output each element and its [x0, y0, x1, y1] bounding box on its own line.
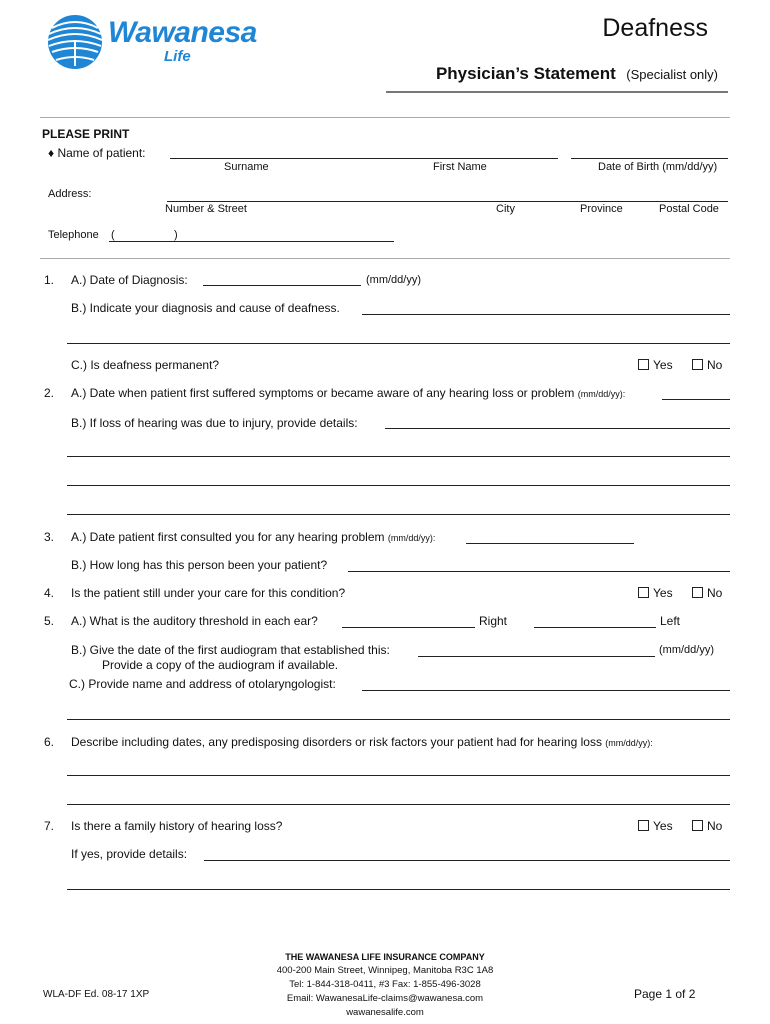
q1a-format: (mm/dd/yy)	[366, 274, 421, 286]
section-top-rule	[40, 117, 730, 118]
please-print: PLEASE PRINT	[42, 127, 130, 141]
q2a-date-field[interactable]	[662, 399, 730, 400]
q3a-date-field[interactable]	[466, 543, 634, 544]
q2b-label: B.) If loss of hearing was due to injury, provide details:	[71, 416, 358, 430]
telephone-field[interactable]	[109, 241, 394, 242]
q6-number: 6.	[44, 735, 55, 749]
q5a-left-field[interactable]	[534, 627, 656, 628]
q7-yes-option[interactable]: Yes	[638, 819, 673, 833]
header-rule	[386, 91, 728, 93]
address-field[interactable]	[167, 201, 728, 202]
footer-email: Email: WawanesaLife-claims@wawanesa.com	[286, 993, 484, 1004]
q7-number: 7.	[44, 819, 55, 833]
q5c-field[interactable]	[362, 690, 730, 691]
page-number: Page 1 of 2	[634, 987, 696, 1001]
first-name-caption: First Name	[433, 161, 487, 173]
q6-label	[71, 735, 653, 749]
footer-tel: Tel: 1-844-318-0411, #3 Fax: 1-855-496-3028	[289, 979, 481, 990]
form-code: WLA-DF Ed. 08-17 1XP	[43, 989, 150, 1000]
q5c-label: C.) Provide name and address of otolaryngologist:	[69, 677, 336, 691]
q6-field-2[interactable]	[67, 804, 730, 805]
q7-details-label: If yes, provide details:	[71, 847, 188, 861]
q6-format: (mm/dd/yy):	[605, 738, 653, 748]
q2a-text: A.) Date when patient first suffered symptoms or became aware of any hearing loss or problem	[71, 386, 575, 400]
logo-wordmark: Wawanesa	[108, 16, 257, 49]
q5b-label: B.) Give the date of the first audiogram that established this:	[71, 643, 390, 657]
q5b-note: Provide a copy of the audiogram if available.	[102, 658, 339, 672]
q7-details-field[interactable]	[204, 860, 730, 861]
dob-field[interactable]	[571, 158, 728, 159]
q2a-label	[71, 386, 625, 400]
q5a-right-field[interactable]	[342, 627, 475, 628]
q5a-left-label: Left	[660, 614, 681, 628]
q1c-no-checkbox[interactable]	[692, 359, 703, 370]
q5c-field-2[interactable]	[67, 719, 730, 720]
q6-field[interactable]	[67, 775, 730, 776]
q7-label: Is there a family history of hearing loss?	[71, 819, 283, 833]
province-caption: Province	[580, 203, 623, 215]
q7-no-option[interactable]: No	[692, 819, 722, 833]
subtitle-main: Physician’s Statement	[435, 64, 616, 83]
q1c-no-option[interactable]: No	[692, 358, 722, 372]
q1-number: 1.	[44, 273, 55, 287]
wawanesa-logo	[44, 14, 264, 72]
q5b-date-field[interactable]	[418, 656, 655, 657]
city-caption: City	[496, 203, 515, 215]
q4-no-option[interactable]: No	[692, 586, 722, 600]
q4-no-checkbox[interactable]	[692, 587, 703, 598]
subtitle-note: (Specialist only)	[626, 67, 718, 82]
q1a-label: A.) Date of Diagnosis:	[71, 273, 188, 287]
q5b-format: (mm/dd/yy)	[659, 644, 714, 656]
q2b-field-3[interactable]	[67, 485, 730, 486]
q5a-label: A.) What is the auditory threshold in each ear?	[71, 614, 318, 628]
footer-web: wawanesalife.com	[346, 1007, 424, 1018]
form-subtitle	[436, 64, 718, 84]
dob-caption: Date of Birth (mm/dd/yy)	[598, 161, 718, 173]
q3a-text: A.) Date patient first consulted you for any hearing problem	[71, 530, 385, 544]
q5a-right-label: Right	[479, 614, 508, 628]
q2b-field-2[interactable]	[67, 456, 730, 457]
telephone-label: Telephone	[48, 229, 99, 241]
q6-text: Describe including dates, any predisposing disorders or risk factors your patient had for hearing loss	[71, 735, 602, 749]
q1c-yes-option[interactable]: Yes	[638, 358, 673, 372]
q7-yes-checkbox[interactable]	[638, 820, 649, 831]
postal-caption: Postal Code	[659, 203, 719, 215]
q4-yes-option[interactable]: Yes	[638, 586, 673, 600]
q4-number: 4.	[44, 586, 55, 600]
section-patient-rule	[40, 258, 730, 259]
q3-number: 3.	[44, 530, 55, 544]
footer-company: THE WAWANESA LIFE INSURANCE COMPANY	[285, 952, 485, 962]
q1b-field-2[interactable]	[67, 343, 730, 344]
address-label: Address:	[48, 188, 92, 200]
q3a-label	[71, 530, 435, 544]
q1c-yes-checkbox[interactable]	[638, 359, 649, 370]
q3b-label: B.) How long has this person been your patient?	[71, 558, 328, 572]
footer-address: 400-200 Main Street, Winnipeg, Manitoba R3C 1A8	[276, 965, 494, 976]
tel-open-paren: (	[111, 229, 115, 241]
q2-number: 2.	[44, 386, 55, 400]
street-caption: Number & Street	[165, 203, 247, 215]
footer-company-block	[235, 950, 535, 1020]
q2b-field-4[interactable]	[67, 514, 730, 515]
q2b-field[interactable]	[385, 428, 730, 429]
tree-logo-icon	[44, 14, 106, 70]
q1b-label: B.) Indicate your diagnosis and cause of deafness.	[71, 301, 340, 315]
q1a-date-field[interactable]	[203, 285, 361, 286]
tel-close-paren: )	[174, 229, 178, 241]
patient-name-field[interactable]	[170, 158, 558, 159]
q1c-label: C.) Is deafness permanent?	[71, 358, 220, 372]
q3a-format: (mm/dd/yy):	[387, 533, 436, 543]
q5-number: 5.	[44, 614, 55, 628]
logo-sub-wordmark: Life	[164, 48, 191, 65]
q7-details-field-2[interactable]	[67, 889, 730, 890]
form-title: Deafness	[602, 14, 708, 42]
q4-label: Is the patient still under your care for this condition?	[71, 586, 346, 600]
q2a-format: (mm/dd/yy):	[577, 389, 626, 399]
q3b-field[interactable]	[348, 571, 730, 572]
surname-caption: Surname	[224, 161, 269, 173]
q7-no-checkbox[interactable]	[692, 820, 703, 831]
patient-name-label: ♦ Name of patient:	[48, 146, 146, 160]
q4-yes-checkbox[interactable]	[638, 587, 649, 598]
q1b-field[interactable]	[362, 314, 730, 315]
